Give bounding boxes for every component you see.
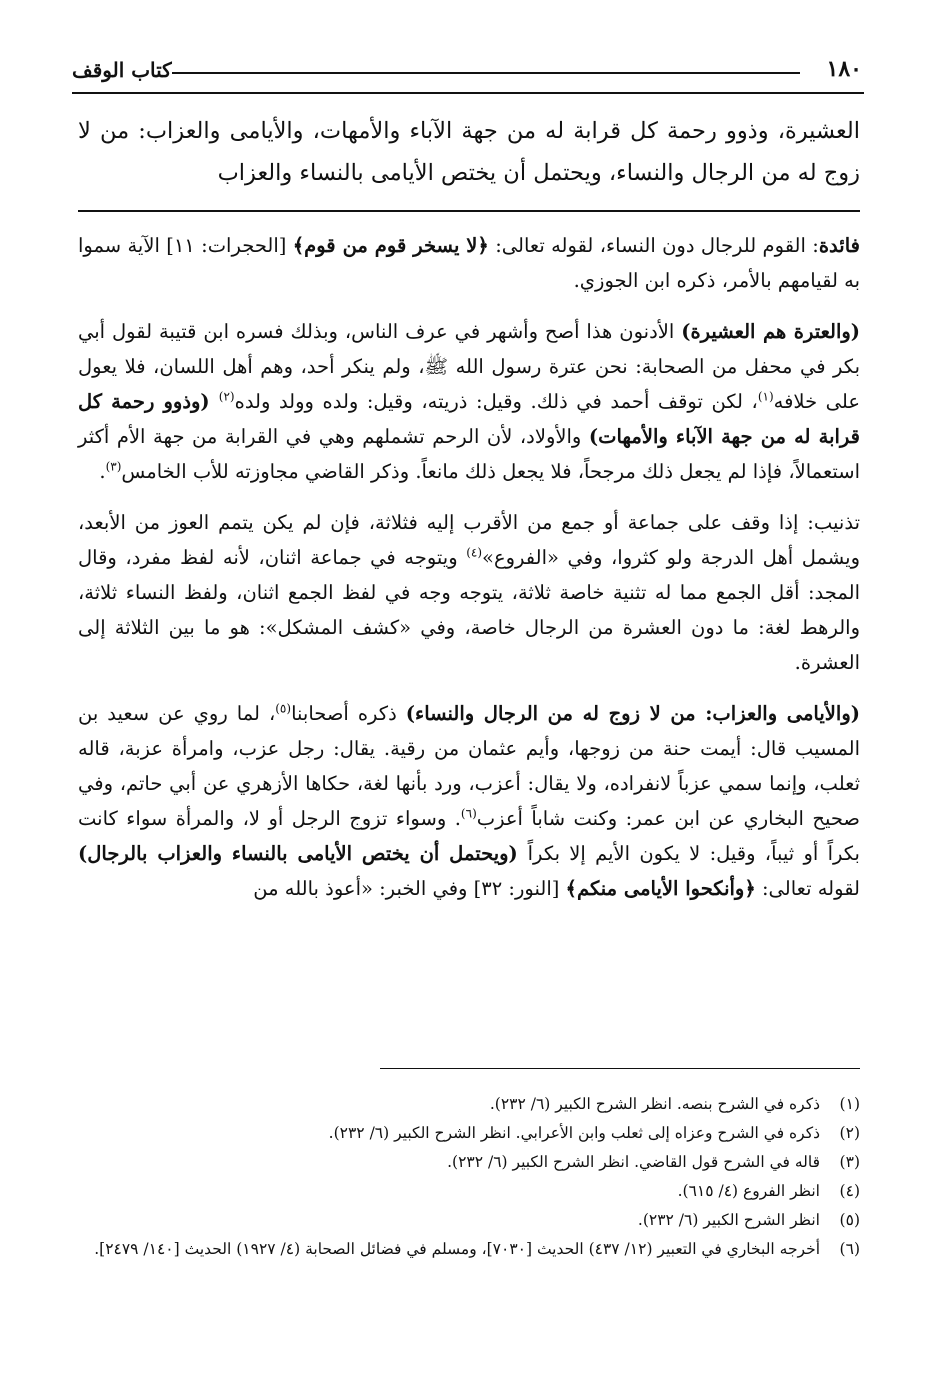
footnote-ref[interactable]: (٦) (460, 806, 477, 821)
commentary-paragraph-itra (78, 314, 860, 489)
footnote-number: (٦) (839, 1240, 860, 1258)
footnote-text: انظر الشرح الكبير (٦/ ٢٣٢). (637, 1211, 820, 1229)
header-rule (172, 72, 800, 74)
footnote-text: أخرجه البخاري في التعبير (١٢/ ٤٣٧) الحديث [٧٠٣٠]، ومسلم في فضائل الصحابة (٤/ ١٩٢٧) الحديث [١٤٠/ ٢٤٧٩]. (94, 1240, 820, 1258)
footnote (78, 1119, 860, 1148)
text-span: [النور: ٣٢] وفي الخبر: «أعوذ بالله من (253, 877, 566, 900)
footnote-ref[interactable]: (٥) (275, 701, 292, 716)
matn-quote: (والأيامى والعزاب: من لا زوج له من الرجال والنساء) (405, 702, 860, 725)
fayda-label: فائدة (818, 234, 860, 257)
footnote-number: (٣) (839, 1153, 860, 1171)
footnote-ref[interactable]: (١) (757, 389, 774, 404)
quran-verse: ﴿لا يسخر قوم من قوم﴾ (292, 234, 489, 257)
text-span: الأدنون هذا أصح وأشهر في عرف الناس، وبذلك فسره ابن قتيبة لقول أبي بكر في محفل من الصحابة: نحن عترة رسول الله ﷺ، ولم ينكر أحد، وهم أهل اللسان، فلا يعول على خلافه (78, 320, 860, 413)
footnote-number: (٢) (839, 1124, 860, 1142)
footnote (78, 1148, 860, 1177)
book-title: كتاب الوقف (72, 58, 172, 82)
footnote (78, 1206, 860, 1235)
commentary-paragraph-ayama (78, 696, 860, 906)
matn-quote: (وذوو رحمة كل قرابة له من جهة الآباء والأمهات) (78, 390, 860, 448)
footnote-ref[interactable]: (٤) (466, 545, 483, 560)
footnote-text: قاله في الشرح قول القاضي. انظر الشرح الكبير (٦/ ٢٣٢). (447, 1153, 820, 1171)
footnote-text: ذكره في الشرح بنصه. انظر الشرح الكبير (٦/ ٢٣٢). (489, 1095, 820, 1113)
commentary-paragraph-tadhnib (78, 505, 860, 680)
text-span: . (99, 460, 106, 483)
text-span: . وسواء تزوج الرجل أو لا، والمرأة سواء كانت بكراً أو ثيباً، وقيل: لا يكون الأيم إلا بكراً (78, 807, 860, 865)
text-span: ويتوجه في جماعة اثنان، لأنه لفظ مفرد، وقال المجد: أقل الجمع مما له تثنية خاصة ثلاثة، يتوجه وجه في لفظ الجمع اثنان، ولفظ النساء ثلاثة، والرهط لغة: ما دون العشرة من الرجال خاصة، وفي «كشف المشكل»: هو ما بين الثلاثة إلى العشرة. (78, 546, 860, 674)
text-span: لقوله تعالى: (755, 877, 860, 900)
text-span: تذنيب: إذا وقف على جماعة أو جمع من الأقرب إليه فثلاثة، فإن لم يكن يتمم العوز من الأبعد، ويشمل أهل الدرجة ولو كثروا، وفي «الفروع» (78, 511, 860, 569)
page-number: ١٨٠ (826, 56, 862, 82)
main-text: العشيرة، وذوو رحمة كل قرابة له من جهة الآباء والأمهات، والأيامى والعزاب: من لا زوج له من الرجال والنساء، ويحتمل أن يختص الأيامى بالنساء والعزاب (78, 118, 860, 186)
matn-quote: (والعترة هم العشيرة) (681, 320, 861, 343)
commentary-paragraph-fayda (78, 228, 860, 298)
footnote-separator (380, 1068, 860, 1069)
footnote (78, 1090, 860, 1119)
footnote (78, 1177, 860, 1206)
footnote-text: انظر الفروع (٤/ ٦١٥). (677, 1182, 820, 1200)
text-span: والأولاد، لأن الرحم تشملهم وهي في القرابة من جهة الأم أكثر استعمالاً، فإذا لم يجعل ذلك مرجحاً، فلا يجعل ذلك مانعاً. وذكر القاضي مجاوزته للأب الخامس (78, 425, 860, 483)
footnote-number: (١) (839, 1095, 860, 1113)
matn-quote: (ويحتمل أن يختص الأيامى بالنساء والعزاب بالرجال) (78, 842, 528, 865)
footnote-number: (٤) (839, 1182, 860, 1200)
footnotes (78, 1090, 860, 1264)
text-span: : القوم للرجال دون النساء، لقوله تعالى: (488, 234, 819, 257)
text-span: ، لما روي عن سعيد بن المسيب قال: أيمت حنة من زوجها، وأيم عثمان من رقية. يقال: رجل عزب، وامرأة عزبة، قاله ثعلب، وإنما سمي عزباً لانفراده، ولا يقال: أعزب، ورد بأنها لغة، حكاها الأزهري عن أبي حاتم، وفي صحيح البخاري عن ابن عمر: وكنت شاباً أعزب (78, 702, 860, 830)
running-header (72, 56, 862, 86)
quran-verse: ﴿وأنكحوا الأيامى منكم﴾ (565, 877, 756, 900)
text-span: ، لكن توقف أحمد في ذلك. وقيل: ذريته، وقيل: ولده وولد ولده (234, 390, 758, 413)
footnote-ref[interactable]: (٢) (218, 389, 235, 404)
footnote-number: (٥) (839, 1211, 860, 1229)
footnote (78, 1235, 860, 1264)
text-span: [الحجرات: ١١] الآية سموا به لقيامهم بالأمر، ذكره ابن الجوزي. (78, 234, 860, 292)
text-span: ذكره أصحابنا (291, 702, 406, 725)
footnote-ref[interactable]: (٣) (105, 459, 122, 474)
main-text-separator (78, 210, 860, 212)
commentary (78, 228, 860, 922)
header-underline (72, 92, 864, 94)
footnote-text: ذكره في الشرح وعزاه إلى ثعلب وابن الأعرابي. انظر الشرح الكبير (٦/ ٢٣٢). (328, 1124, 820, 1142)
